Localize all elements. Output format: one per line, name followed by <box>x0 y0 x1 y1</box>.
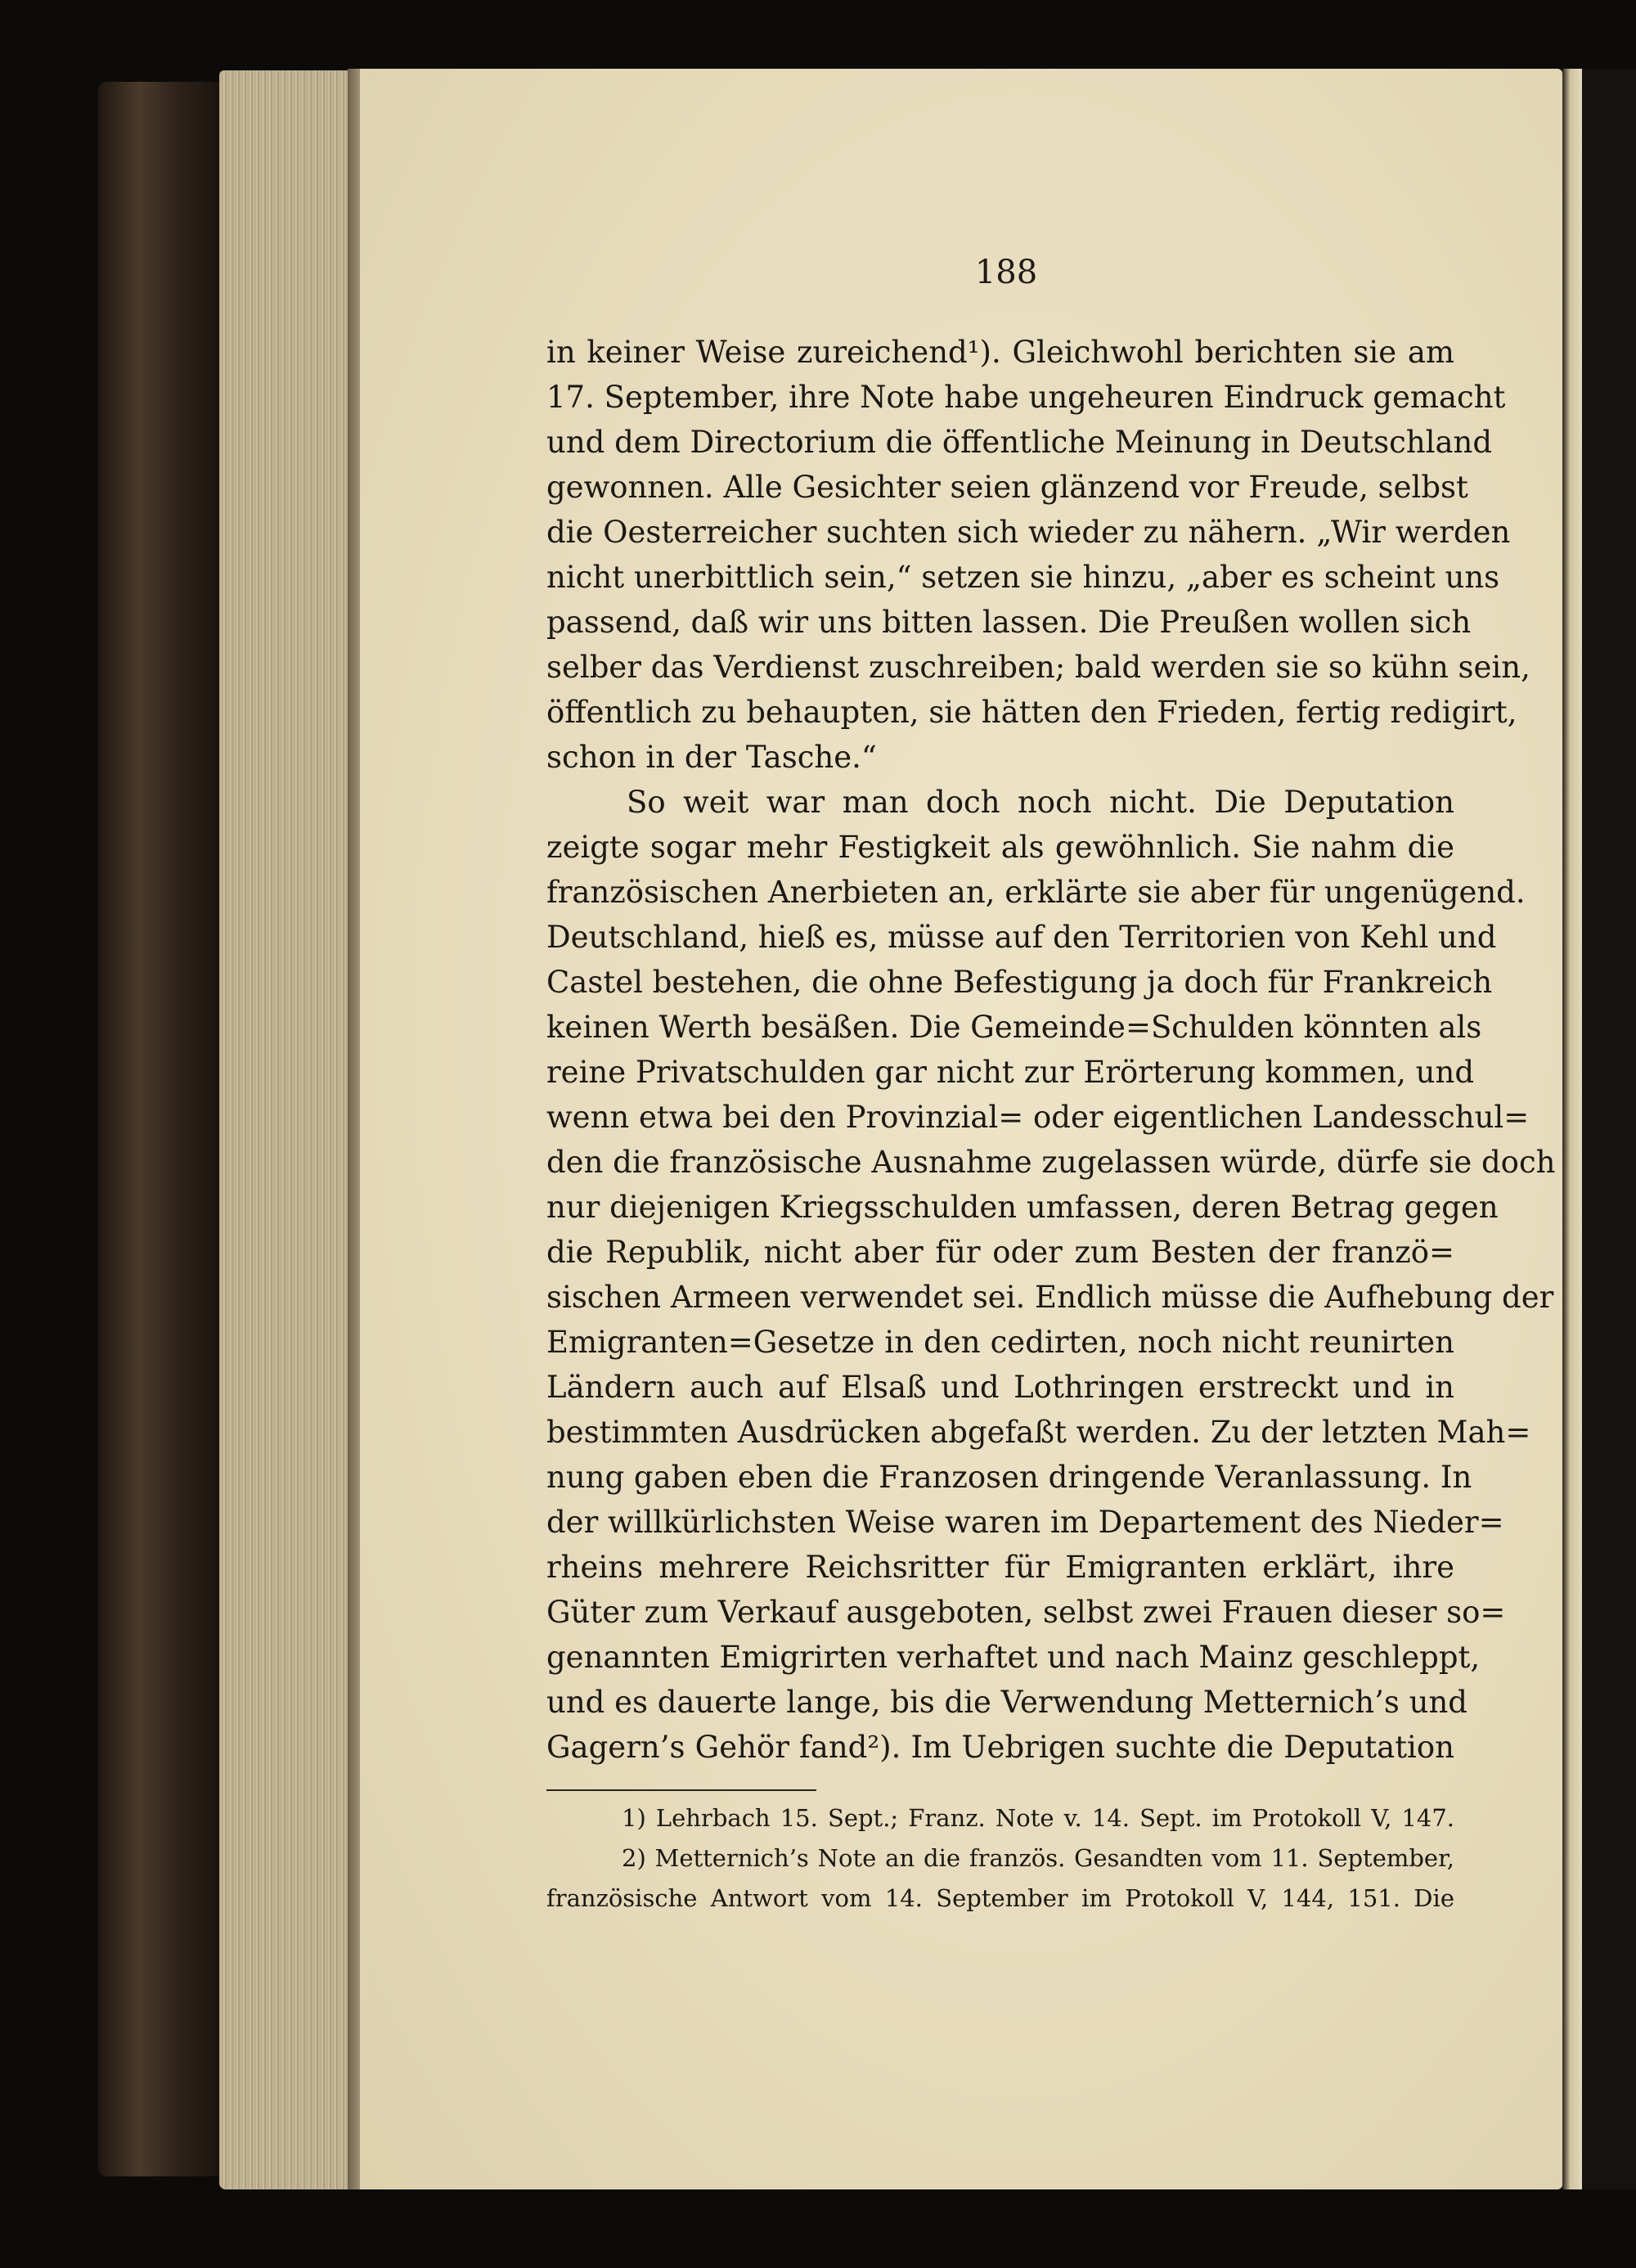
paragraph-start-line: So weit war man doch noch nicht. Die Deputation <box>627 785 1454 820</box>
footnote-rule <box>546 1789 816 1791</box>
text-line: Ländern auch auf Elsaß und Lothringen erstreckt und in <box>546 1370 1454 1405</box>
text-line: passend, daß wir uns bitten lassen. Die Preußen wollen sich <box>546 605 1472 640</box>
text-line: französischen Anerbieten an, erklärte sie aber für ungenügend. <box>546 875 1526 910</box>
text-line: gewonnen. Alle Gesichter seien glänzend vor Freude, selbst <box>546 470 1468 505</box>
text-line: reine Privatschulden gar nicht zur Erörterung kommen, und <box>546 1055 1475 1090</box>
book-cover-right <box>1582 69 1636 2189</box>
text-line: schon in der Tasche.“ <box>546 740 877 775</box>
footnote-2: 2) Metternich’s Note an die französ. Gesandten vom 11. September, <box>622 1844 1454 1872</box>
text-line: die Republik, nicht aber für oder zum Besten der franzö= <box>546 1235 1454 1270</box>
footnotes <box>546 1798 1454 1919</box>
text-line: Castel bestehen, die ohne Befestigung ja doch für Frankreich <box>546 965 1493 1000</box>
text-line: Emigranten=Gesetze in den cedirten, noch nicht reunirten <box>546 1325 1454 1360</box>
text-line: selber das Verdienst zuschreiben; bald werden sie so kühn sein, <box>546 650 1530 685</box>
page-number: 188 <box>974 254 1038 291</box>
text-line: sischen Armeen verwendet sei. Endlich müsse die Aufhebung der <box>546 1280 1554 1315</box>
text-line: zeigte sogar mehr Festigkeit als gewöhnlich. Sie nahm die <box>546 830 1454 865</box>
text-line: nung gaben eben die Franzosen dringende Veranlassung. In <box>546 1460 1472 1495</box>
text-line: den die französische Ausnahme zugelassen würde, dürfe sie doch <box>546 1145 1556 1180</box>
text-line: und es dauerte lange, bis die Verwendung Metternich’s und <box>546 1685 1467 1720</box>
text-line: 17. September, ihre Note habe ungeheuren Eindruck gemacht <box>546 380 1506 415</box>
text-line: rheins mehrere Reichsritter für Emigranten erklärt, ihre <box>546 1550 1454 1585</box>
text-line: keinen Werth besäßen. Die Gemeinde=Schulden könnten als <box>546 1010 1482 1045</box>
body-text <box>546 330 1556 1770</box>
text-line: der willkürlichsten Weise waren im Departement des Nieder= <box>546 1505 1504 1540</box>
page-edges <box>219 70 358 2189</box>
text-line: in keiner Weise zureichend¹). Gleichwohl berichten sie am <box>546 335 1454 370</box>
text-line: und dem Directorium die öffentliche Meinung in Deutschland <box>546 425 1493 460</box>
footnote-1: 1) Lehrbach 15. Sept.; Franz. Note v. 14. Sept. im Protokoll V, 147. <box>622 1804 1454 1832</box>
footnote-2-continued: französische Antwort vom 14. September im Protokoll V, 144, 151. Die <box>546 1884 1454 1912</box>
next-page-edge <box>1562 69 1582 2189</box>
text-line: Deutschland, hieß es, müsse auf den Territorien von Kehl und <box>546 920 1497 955</box>
book-cover-left <box>98 82 233 2176</box>
text-line: öffentlich zu behaupten, sie hätten den Frieden, fertig redigirt, <box>546 695 1517 730</box>
text-line: die Oesterreicher suchten sich wieder zu nähern. „Wir werden <box>546 515 1511 550</box>
text-line: wenn etwa bei den Provinzial= oder eigentlichen Landesschul= <box>546 1100 1530 1135</box>
text-line: Gagern’s Gehör fand²). Im Uebrigen suchte die Deputation <box>546 1730 1454 1765</box>
text-line: nur diejenigen Kriegsschulden umfassen, deren Betrag gegen <box>546 1190 1499 1225</box>
text-line: bestimmten Ausdrücken abgefaßt werden. Zu der letzten Mah= <box>546 1415 1531 1450</box>
text-line: Güter zum Verkauf ausgeboten, selbst zwei Frauen dieser so= <box>546 1595 1506 1630</box>
text-line: nicht unerbittlich sein,“ setzen sie hinzu, „aber es scheint uns <box>546 560 1500 595</box>
text-line: genannten Emigrirten verhaftet und nach Mainz geschleppt, <box>546 1640 1481 1675</box>
